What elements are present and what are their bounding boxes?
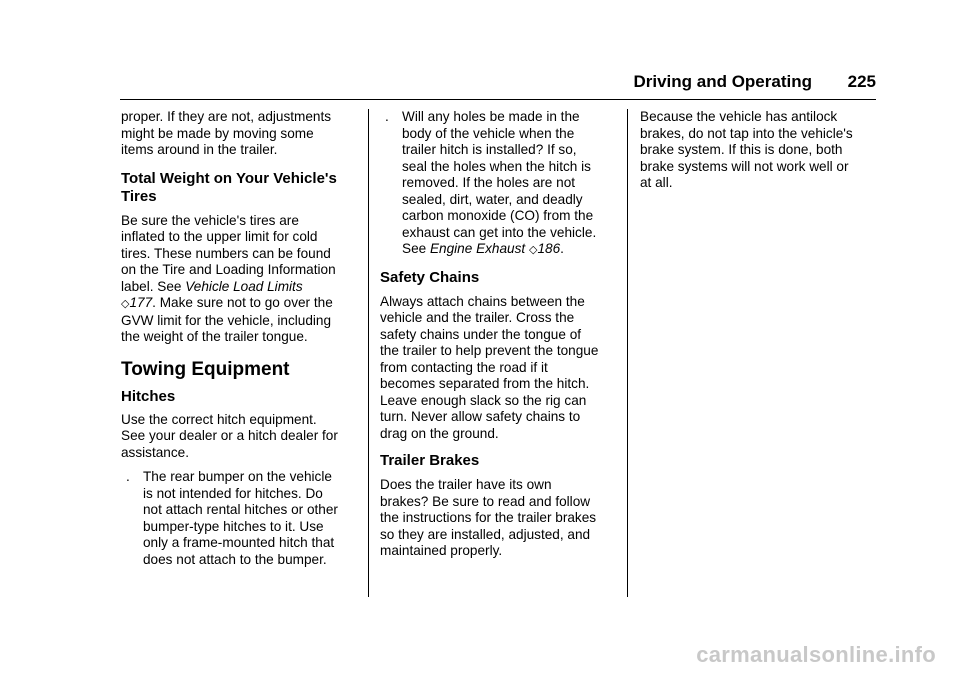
body-text: See [402, 241, 430, 256]
column-3 [640, 109, 876, 192]
total-weight-heading: Tires [121, 187, 157, 205]
body-line: Use the correct hitch equipment. [121, 411, 317, 427]
body-text: label. See [121, 278, 186, 294]
body-line: so they are installed, adjusted, and [380, 526, 591, 542]
bullet-line: only a frame-mounted hitch that [143, 535, 335, 550]
body-text: . [560, 241, 564, 256]
intro-line: might be made by moving some [121, 125, 314, 141]
body-line: brakes? Be sure to read and follow [380, 493, 591, 509]
bullet-line: bumper-type hitches to it. Use [143, 518, 324, 534]
safety-chains-heading: Safety Chains [380, 268, 480, 286]
body-line: inflated to the upper limit for cold [121, 229, 318, 244]
body-line: tires. These numbers can be found [121, 245, 331, 261]
body-line: brakes, do not tap into the vehicle's [640, 125, 853, 141]
hitches-heading: Hitches [121, 387, 176, 405]
page-ref-177[interactable]: 177 [129, 295, 153, 310]
body-line: the instructions for the trailer brakes [380, 510, 597, 525]
body-line: GVW limit for the vehicle, including [121, 312, 332, 328]
body-line: brake systems will not work well or [640, 158, 849, 174]
column-divider-2 [627, 109, 628, 597]
bullet-line: sealed, dirt, water, and deadly [402, 191, 583, 207]
bullet-line: trailer hitch is installed? If so, [402, 142, 577, 157]
vehicle-load-limits-link[interactable]: Vehicle Load Limits [185, 278, 303, 294]
bullet-line: Will any holes be made in the [402, 109, 580, 124]
page-ref-icon: ◇ [528, 244, 538, 256]
body-line: drag on the ground. [380, 425, 499, 441]
body-line: becomes separated from the hitch. [380, 376, 590, 391]
body-line: See your dealer or a hitch dealer for [121, 428, 338, 443]
body-line: vehicle and the trailer. Cross the [380, 310, 575, 325]
intro-line: items around in the trailer. [121, 142, 278, 157]
body-line: the trailer to help prevent the tongue [380, 343, 599, 358]
bullet-line: seal the holes when the hitch is [402, 158, 591, 174]
body-line: on the Tire and Loading Information [121, 262, 336, 277]
body-line: at all. [640, 175, 673, 190]
bullet-marker: . [385, 109, 389, 124]
body-line: Be sure the vehicle's tires are [121, 212, 299, 228]
column-1 [121, 109, 361, 568]
body-line: brake system. If this is done, both [640, 142, 843, 157]
bullet-line: removed. If the holes are not [402, 175, 576, 190]
trailer-brakes-heading: Trailer Brakes [380, 452, 480, 469]
body-line: Does the trailer have its own [380, 477, 552, 492]
intro-line: proper. If they are not, adjustments [121, 109, 332, 124]
bullet-item [121, 469, 361, 568]
body-line: assistance. [121, 444, 190, 460]
body-line: turn. Never allow safety chains to [380, 409, 581, 424]
watermark: carmanualsonline.info [696, 642, 936, 667]
body-line [121, 295, 361, 313]
bullet-line: body of the vehicle when the [402, 125, 575, 141]
body-line [121, 279, 361, 296]
bullet-line: does not attach to the bumper. [143, 551, 327, 567]
body-line: Because the vehicle has antilock [640, 109, 838, 124]
body-line: safety chains under the tongue of [380, 326, 582, 342]
bullet-line: is not intended for hitches. Do [143, 485, 323, 501]
body-line: Leave enough slack so the rig can [380, 392, 587, 408]
page-number: 225 [847, 72, 876, 91]
bullet-item [380, 109, 622, 259]
bullet-line [402, 241, 622, 259]
section-title: Driving and Operating [633, 72, 812, 91]
body-line: Always attach chains between the [380, 293, 585, 309]
engine-exhaust-link[interactable]: Engine Exhaust [429, 241, 526, 256]
body-text: . Make sure not to go over the [152, 295, 333, 310]
bullet-marker: . [126, 469, 130, 484]
body-line: the weight of the trailer tongue. [121, 329, 308, 344]
column-2 [380, 109, 622, 560]
page-ref-186[interactable]: 186 [537, 241, 561, 256]
bullet-line: not attach rental hitches or other [143, 502, 338, 517]
body-line: from contacting the road if it [380, 359, 548, 375]
column-divider-1 [368, 109, 369, 597]
towing-equipment-heading: Towing Equipment [121, 358, 290, 380]
header-rule [120, 99, 876, 100]
bullet-line: The rear bumper on the vehicle [143, 469, 332, 484]
total-weight-heading: Total Weight on Your Vehicle's [121, 169, 337, 187]
page-ref-icon: ◇ [121, 298, 130, 310]
bullet-line: carbon monoxide (CO) from the [402, 208, 594, 223]
page-header [120, 72, 876, 94]
body-line: maintained properly. [380, 543, 503, 558]
bullet-line: exhaust can get into the vehicle. [402, 224, 597, 240]
